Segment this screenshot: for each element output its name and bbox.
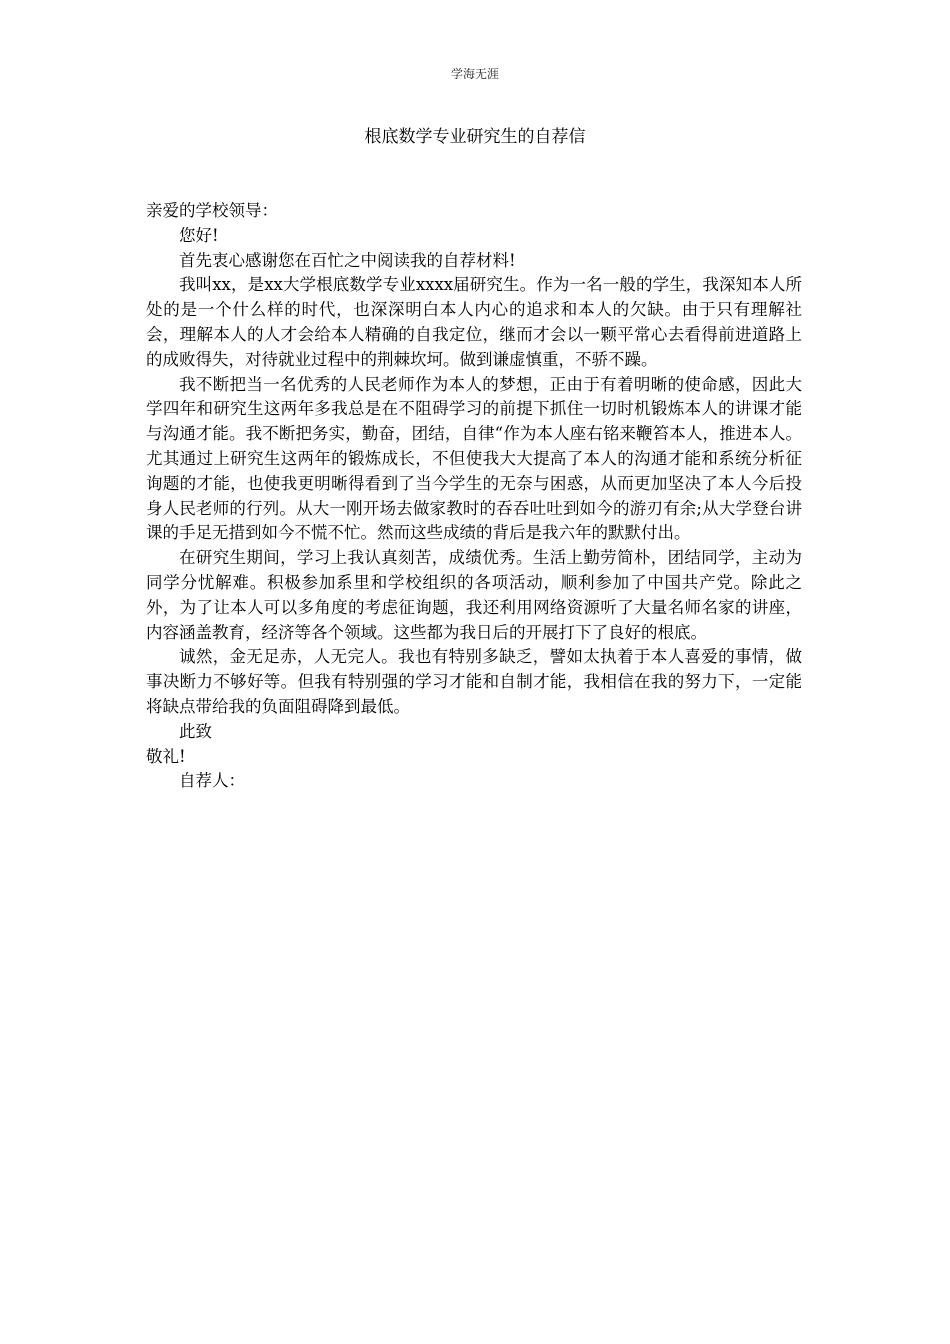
document-title: 根底数学专业研究生的自荐信 [364,127,586,147]
closing-line-1: 此致 [179,721,212,741]
greeting: 您好! [179,225,219,245]
paragraph-4: 在研究生期间，学习上我认真刻苦，成绩优秀。生活上勤劳简朴，团结同学，主动为同学分忧解难。积极参加系里和学校组织的各项活动，顺利参加了中国共产党。除此之外，为了让本人可以多角度的考虑征询题，我还利用网络资源听了大量名师名家的讲座，内容涵盖教育，经济等各个领域。这些都为我日后的开展打下了良好的根底。 [146,548,802,642]
paragraph-3: 我不断把当一名优秀的人民老师作为本人的梦想，正由于有着明晰的使命感，因此大学四年和研究生这两年多我总是在不阻碍学习的前提下抓住一切时机锻炼本人的讲课才能与沟通才能。我不断把务实，勤奋，团结，自律“作为本人座右铭来鞭笞本人，推进本人。尤其通过上研究生这两年的锻炼成长，不但使我大大提高了本人的沟通才能和系统分析征询题的才能，也使我更明晰得看到了当今学生的无奈与困惑，从而更加坚决了本人今后投身人民老师的行列。从大一刚开场去做家教时的吞吞吐吐到如今的游刃有余;从大学登台讲课的手足无措到如今不慌不忙。然而这些成绩的背后是我六年的默默付出。 [146,374,802,543]
closing-line-2: 敬礼! [146,746,186,766]
salutation: 亲爱的学校领导： [146,201,278,220]
signature-line: 自荐人： [179,771,245,791]
letter-body [146,199,802,794]
paragraph-1: 首先衷心感谢您在百忙之中阅读我的自荐材料! [179,250,516,270]
paragraph-5: 诚然，金无足赤，人无完人。我也有特别多缺乏，譬如太执着于本人喜爱的事情，做事决断力不够好等。但我有特别强的学习才能和自制才能，我相信在我的努力下，一定能将缺点带给我的负面阻碍降到最低。 [146,647,802,716]
paragraph-2: 我叫xx，是xx大学根底数学专业xxxx届研究生。作为一名一般的学生，我深知本人所处的是一个什么样的时代，也深深明白本人内心的追求和本人的欠缺。由于只有理解社会，理解本人的人才会给本人精确的自我定位，继而才会以一颗平常心去看得前进道路上的成败得失，对待就业过程中的荆棘坎坷。做到谦虚慎重，不骄不躁。 [146,275,802,369]
page-header: 学海无涯 [450,67,499,81]
